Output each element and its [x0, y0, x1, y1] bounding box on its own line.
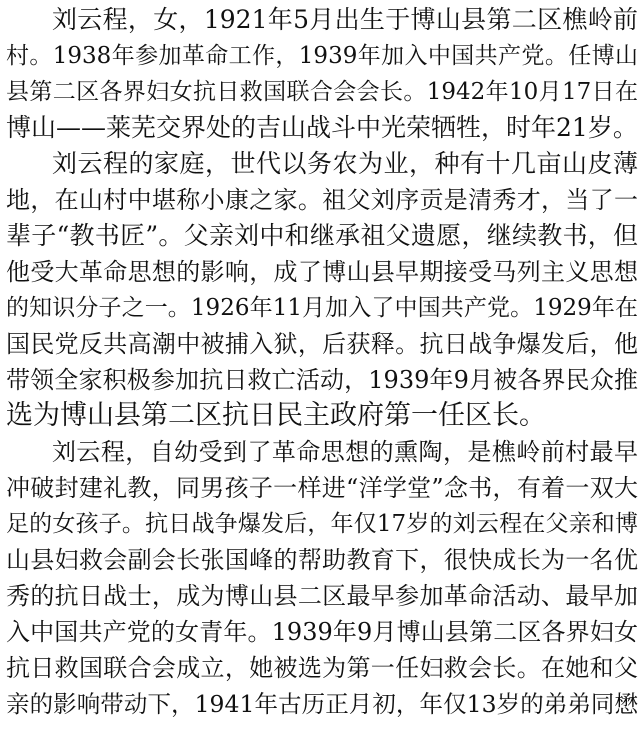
text-line-17: 秀的抗日战士，成为博山县二区最早参加革命活动、最早加	[6, 582, 638, 610]
text-line-16: 山县妇救会副会长张国峰的帮助教育下，很快成长为一名优	[6, 546, 638, 574]
text-line-7: 辈子“教书匠”。父亲刘中和继承祖父遗愿，继续教书，但	[6, 221, 638, 250]
text-line-8: 他受大革命思想的影响，成了博山县早期接受马列主义思想	[6, 258, 638, 286]
text-line-19: 抗日救国联合会成立，她被选为第一任妇救会长。在她和父	[6, 654, 638, 682]
text-line-14: 冲破封建礼教，同男孩子一样进“洋学堂”念书，有着一双大	[6, 474, 638, 502]
text-line-15: 足的女孩子。抗日战争爆发后，年仅17岁的刘云程在父亲和博	[6, 511, 638, 537]
text-line-13: 刘云程，自幼受到了革命思想的熏陶，是樵岭前村最早	[52, 438, 638, 466]
text-line-18: 入中国共产党的女青年。1939年9月博山县第二区各界妇女	[6, 618, 638, 646]
text-line-20: 亲的影响带动下，1941年古历正月初，年仅13岁的弟弟同懋	[6, 690, 638, 718]
text-line-5: 刘云程的家庭，世代以务农为业，种有十几亩山皮薄	[52, 149, 638, 178]
text-line-11: 带领全家积极参加抗日救亡活动，1939年9月被各界民众推	[6, 366, 638, 394]
text-line-4: 博山——莱芜交界处的吉山战斗中光荣牺牲，时年21岁。	[6, 113, 638, 142]
text-line-3: 县第二区各界妇女抗日救国联合会会长。1942年10月17日在	[6, 79, 638, 105]
text-line-6: 地，在山村中堪称小康之家。祖父刘序贡是清秀才，当了一	[6, 186, 638, 214]
text-line-2: 村。1938年参加革命工作，1939年加入中国共产党。任博山	[6, 43, 638, 69]
text-line-12: 选为博山县第二区抗日民主政府第一任区长。	[6, 400, 546, 431]
text-line-10: 国民党反共高潮中被捕入狱，后获释。抗日战争爆发后，他	[6, 330, 638, 358]
text-line-9: 的知识分子之一。1926年11月加入了中国共产党。1929年在	[6, 295, 638, 321]
text-line-1: 刘云程，女，1921年5月出生于博山县第二区樵岭前	[52, 5, 638, 34]
